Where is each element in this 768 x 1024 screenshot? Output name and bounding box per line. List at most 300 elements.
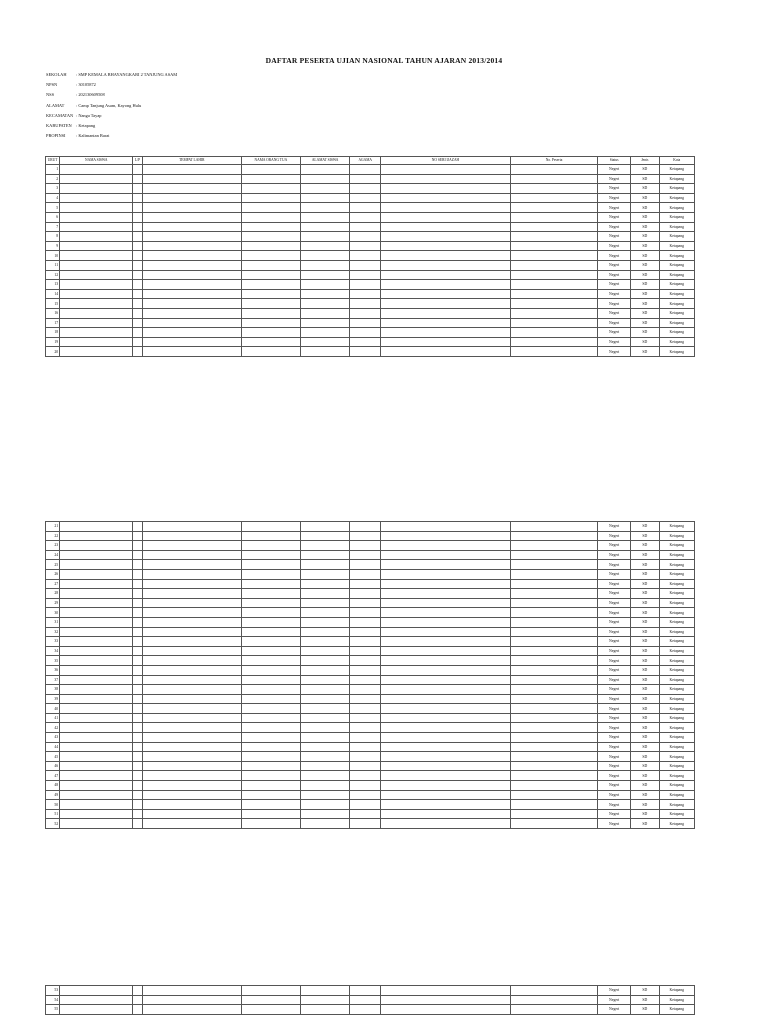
parent-name [241,165,300,175]
student-name [60,646,133,656]
school-type: SD [631,704,659,714]
birth-place-date [142,771,241,781]
student-address [300,617,350,627]
table-row [46,184,695,194]
participant-number [510,569,597,579]
gender [133,1005,142,1015]
school-type: SD [631,665,659,675]
birth-place-date [142,589,241,599]
row-number: 52 [46,819,60,829]
student-name [60,627,133,637]
gender [133,165,142,175]
school-city: Ketapang [659,569,694,579]
school-city: Ketapang [659,675,694,685]
info-value: : 202130609508 [76,92,105,98]
birth-place-date [142,627,241,637]
student-name [60,637,133,647]
school-city: Ketapang [659,665,694,675]
table-row [46,318,695,328]
school-status: Negeri [598,165,631,175]
diploma-number [381,308,511,318]
participant-number [510,986,597,996]
school-city: Ketapang [659,685,694,695]
birth-place-date [142,723,241,733]
diploma-number [381,656,511,666]
table-row [46,579,695,589]
school-status: Negeri [598,579,631,589]
student-name [60,193,133,203]
table-row [46,995,695,1005]
table-header-row [46,157,695,165]
info-row [46,70,177,80]
school-type: SD [631,260,659,270]
table-row [46,560,695,570]
religion [350,280,381,290]
table-row [46,531,695,541]
student-address [300,733,350,743]
row-number: 37 [46,675,60,685]
header-tempat-lahir: TEMPAT LAHIR [142,157,241,165]
school-type: SD [631,174,659,184]
parent-name [241,800,300,810]
participant-number [510,637,597,647]
school-type: SD [631,241,659,251]
school-type: SD [631,790,659,800]
student-name [60,260,133,270]
gender [133,627,142,637]
religion [350,617,381,627]
diploma-number [381,675,511,685]
header-kota: Kota [659,157,694,165]
school-city: Ketapang [659,771,694,781]
gender [133,531,142,541]
table-row [46,589,695,599]
student-name [60,308,133,318]
birth-place-date [142,986,241,996]
student-name [60,347,133,357]
diploma-number [381,713,511,723]
religion [350,675,381,685]
school-type: SD [631,809,659,819]
student-address [300,232,350,242]
student-table [45,156,695,357]
religion [350,790,381,800]
school-info [46,70,177,141]
student-name [60,541,133,551]
school-type: SD [631,251,659,261]
student-address [300,569,350,579]
table-row [46,299,695,309]
student-name [60,270,133,280]
table-row [46,781,695,791]
gender [133,232,142,242]
birth-place-date [142,742,241,752]
school-type: SD [631,589,659,599]
school-status: Negeri [598,251,631,261]
participant-number [510,550,597,560]
gender [133,550,142,560]
school-type: SD [631,212,659,222]
participant-number [510,589,597,599]
header-urut: URUT [46,157,60,165]
gender [133,713,142,723]
birth-place-date [142,280,241,290]
row-number: 8 [46,232,60,242]
school-type: SD [631,541,659,551]
gender [133,637,142,647]
row-number: 23 [46,541,60,551]
birth-place-date [142,203,241,213]
school-city: Ketapang [659,328,694,338]
participant-number [510,742,597,752]
school-city: Ketapang [659,347,694,357]
religion [350,232,381,242]
school-city: Ketapang [659,637,694,647]
birth-place-date [142,241,241,251]
row-number: 49 [46,790,60,800]
school-type: SD [631,569,659,579]
gender [133,260,142,270]
participant-number [510,646,597,656]
participant-number [510,260,597,270]
diploma-number [381,742,511,752]
school-city: Ketapang [659,986,694,996]
participant-number [510,531,597,541]
student-address [300,541,350,551]
religion [350,733,381,743]
student-name [60,733,133,743]
table-row [46,165,695,175]
diploma-number [381,646,511,656]
diploma-number [381,550,511,560]
birth-place-date [142,598,241,608]
info-key: NSS [46,92,55,98]
parent-name [241,675,300,685]
diploma-number [381,347,511,357]
student-name [60,771,133,781]
info-row [46,101,177,111]
student-address [300,790,350,800]
school-status: Negeri [598,569,631,579]
parent-name [241,752,300,762]
gender [133,308,142,318]
religion [350,560,381,570]
row-number: 4 [46,193,60,203]
school-status: Negeri [598,337,631,347]
school-status: Negeri [598,232,631,242]
gender [133,251,142,261]
parent-name [241,761,300,771]
row-number: 35 [46,656,60,666]
row-number: 39 [46,694,60,704]
row-number: 34 [46,646,60,656]
parent-name [241,646,300,656]
school-type: SD [631,646,659,656]
row-number: 10 [46,251,60,261]
header-alamat: ALAMAT SISWA [300,157,350,165]
school-city: Ketapang [659,212,694,222]
birth-place-date [142,608,241,618]
parent-name [241,203,300,213]
info-value: : Kalimantan Barat [76,133,110,139]
table-row [46,550,695,560]
school-city: Ketapang [659,299,694,309]
student-name [60,713,133,723]
school-status: Negeri [598,347,631,357]
religion [350,995,381,1005]
parent-name [241,704,300,714]
diploma-number [381,694,511,704]
birth-place-date [142,675,241,685]
gender [133,694,142,704]
header-orang-tua: NAMA ORANG TUA [241,157,300,165]
student-address [300,694,350,704]
school-type: SD [631,308,659,318]
diploma-number [381,589,511,599]
student-name [60,560,133,570]
school-city: Ketapang [659,694,694,704]
participant-number [510,522,597,532]
table-row [46,598,695,608]
gender [133,541,142,551]
religion [350,165,381,175]
student-address [300,550,350,560]
religion [350,241,381,251]
student-address [300,598,350,608]
school-type: SD [631,819,659,829]
school-status: Negeri [598,646,631,656]
gender [133,781,142,791]
table-row [46,608,695,618]
parent-name [241,270,300,280]
parent-name [241,222,300,232]
diploma-number [381,270,511,280]
participant-number [510,665,597,675]
student-address [300,328,350,338]
student-name [60,232,133,242]
school-city: Ketapang [659,174,694,184]
school-status: Negeri [598,704,631,714]
info-key: KABUPATEN [46,122,72,128]
school-status: Negeri [598,723,631,733]
participant-number [510,270,597,280]
table-row [46,541,695,551]
school-status: Negeri [598,790,631,800]
parent-name [241,713,300,723]
birth-place-date [142,347,241,357]
school-city: Ketapang [659,713,694,723]
info-key: NPSN [46,82,58,88]
parent-name [241,685,300,695]
school-status: Negeri [598,589,631,599]
student-address [300,347,350,357]
school-type: SD [631,579,659,589]
table-row [46,704,695,714]
student-address [300,222,350,232]
school-city: Ketapang [659,280,694,290]
diploma-number [381,560,511,570]
religion [350,174,381,184]
school-status: Negeri [598,280,631,290]
school-type: SD [631,318,659,328]
student-name [60,522,133,532]
religion [350,646,381,656]
gender [133,995,142,1005]
row-number: 9 [46,241,60,251]
religion [350,184,381,194]
school-type: SD [631,627,659,637]
school-status: Negeri [598,665,631,675]
school-city: Ketapang [659,627,694,637]
diploma-number [381,819,511,829]
parent-name [241,308,300,318]
gender [133,733,142,743]
birth-place-date [142,694,241,704]
school-type: SD [631,986,659,996]
row-number: 51 [46,809,60,819]
school-status: Negeri [598,713,631,723]
school-status: Negeri [598,184,631,194]
table-row [46,637,695,647]
school-status: Negeri [598,270,631,280]
parent-name [241,550,300,560]
student-address [300,781,350,791]
table-row [46,723,695,733]
religion [350,569,381,579]
parent-name [241,212,300,222]
school-type: SD [631,675,659,685]
participant-number [510,713,597,723]
header-nama-siswa: NAMA SISWA [60,157,133,165]
gender [133,318,142,328]
table-row [46,260,695,270]
student-name [60,742,133,752]
row-number: 12 [46,270,60,280]
birth-place-date [142,318,241,328]
birth-place-date [142,174,241,184]
parent-name [241,347,300,357]
participant-number [510,347,597,357]
student-address [300,270,350,280]
religion [350,771,381,781]
student-name [60,1005,133,1015]
religion [350,308,381,318]
parent-name [241,986,300,996]
diploma-number [381,995,511,1005]
parent-name [241,522,300,532]
parent-name [241,617,300,627]
birth-place-date [142,299,241,309]
school-status: Negeri [598,318,631,328]
school-status: Negeri [598,694,631,704]
student-name [60,337,133,347]
school-city: Ketapang [659,579,694,589]
participant-number [510,165,597,175]
school-type: SD [631,550,659,560]
student-address [300,280,350,290]
gender [133,761,142,771]
parent-name [241,598,300,608]
school-status: Negeri [598,241,631,251]
diploma-number [381,289,511,299]
school-city: Ketapang [659,184,694,194]
diploma-number [381,280,511,290]
row-number: 29 [46,598,60,608]
participant-number [510,184,597,194]
participant-number [510,809,597,819]
diploma-number [381,809,511,819]
school-city: Ketapang [659,541,694,551]
student-name [60,790,133,800]
gender [133,742,142,752]
student-address [300,308,350,318]
gender [133,819,142,829]
table-row [46,522,695,532]
student-name [60,656,133,666]
school-status: Negeri [598,212,631,222]
school-type: SD [631,337,659,347]
student-name [60,165,133,175]
header-no-seri-ijazah: NO SERI IJAZAH [381,157,511,165]
birth-place-date [142,560,241,570]
school-type: SD [631,1005,659,1015]
parent-name [241,608,300,618]
row-number: 48 [46,781,60,791]
row-number: 30 [46,608,60,618]
row-number: 19 [46,337,60,347]
table-row [46,193,695,203]
row-number: 38 [46,685,60,695]
school-city: Ketapang [659,656,694,666]
info-key: SEKOLAH [46,72,67,77]
religion [350,694,381,704]
row-number: 14 [46,289,60,299]
student-name [60,685,133,695]
participant-number [510,752,597,762]
religion [350,589,381,599]
school-city: Ketapang [659,1005,694,1015]
school-type: SD [631,165,659,175]
info-value: : SMP KEMALA BHAYANGKARI 2 TANJUNG ASAM [76,72,178,77]
parent-name [241,337,300,347]
religion [350,289,381,299]
parent-name [241,694,300,704]
school-status: Negeri [598,222,631,232]
participant-number [510,251,597,261]
row-number: 13 [46,280,60,290]
table-row [46,819,695,829]
diploma-number [381,165,511,175]
table-row [46,270,695,280]
gender [133,522,142,532]
school-type: SD [631,781,659,791]
student-address [300,723,350,733]
student-name [60,550,133,560]
gender [133,328,142,338]
row-number: 31 [46,617,60,627]
student-address [300,675,350,685]
row-number: 16 [46,308,60,318]
gender [133,174,142,184]
student-address [300,713,350,723]
religion [350,337,381,347]
parent-name [241,560,300,570]
school-type: SD [631,656,659,666]
gender [133,241,142,251]
table-row [46,733,695,743]
student-name [60,569,133,579]
participant-number [510,541,597,551]
